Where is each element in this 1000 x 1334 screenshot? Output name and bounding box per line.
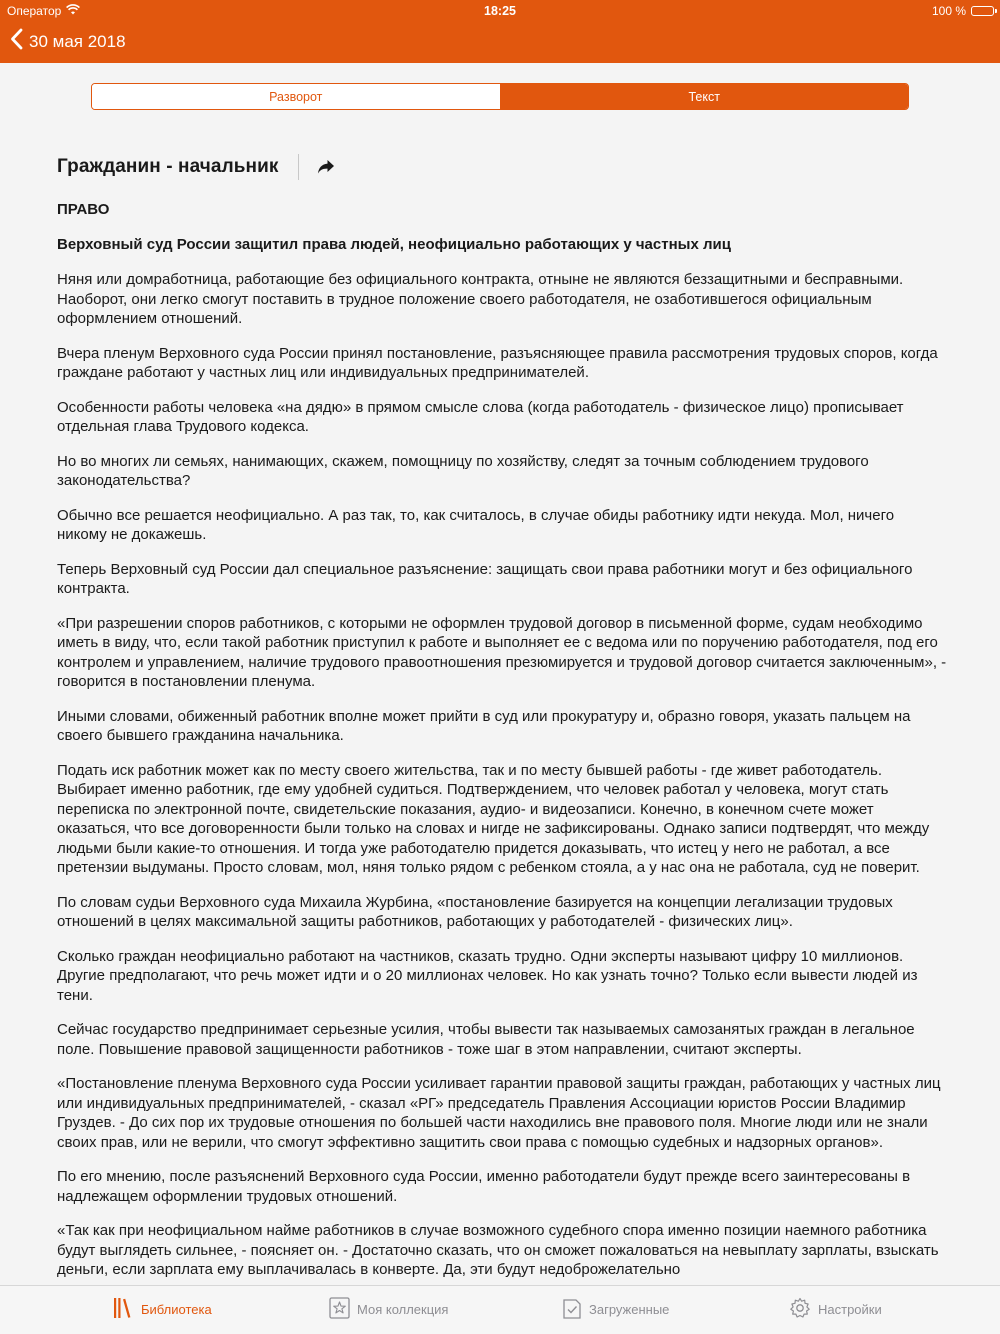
article-title: Гражданин - начальник — [57, 156, 279, 177]
battery-percent: 100 % — [931, 4, 966, 18]
tab-bar — [0, 1285, 1000, 1334]
article-paragraph: Но во многих ли семьях, нанимающих, скажем, помощницу по хозяйству, следят за точным соблюдением трудового законодательства? — [57, 452, 869, 489]
tab-library[interactable] — [113, 1297, 212, 1322]
article-paragraph: Сколько граждан неофициально работают на частников, сказать трудно. Одни эксперты называют цифру 10 миллионов. Другие предполагают, что речь может идти и о 20 миллионах человек. Но как узнать точно? Только если вывести людей из тени. — [57, 947, 918, 1004]
battery-group — [932, 4, 994, 18]
downloads-icon — [563, 1297, 582, 1322]
article-paragraph: Особенности работы человека «на дядю» в прямом смысле слова (когда работодатель - физическое лицо) прописывает отдельная глава Трудового кодекса. — [57, 398, 904, 435]
tab-downloads[interactable] — [563, 1297, 669, 1322]
status-bar — [0, 0, 1000, 22]
tab-my-collection[interactable] — [329, 1297, 448, 1322]
library-icon — [113, 1297, 134, 1322]
battery-icon — [971, 6, 994, 16]
article-subtitle: Верховный суд России защитил права людей, неофициально работающих у частных лиц — [57, 236, 731, 253]
article-paragraph: «При разрешении споров работников, с которыми не оформлен трудовой договор в письменной форме, судам необходимо иметь в виду, что, если такой работник приступил к работе и выполняет ее с ведома или по поручению работодателя, под его контролем и управлением, наличие трудового правоотношения презюмируется и трудовой договор считается заключенным», - говорится в постановлении пленума. — [57, 614, 947, 690]
gear-icon — [789, 1297, 811, 1322]
view-mode-segmented-control — [91, 83, 909, 110]
article-paragraph: Теперь Верховный суд России дал специальное разъяснение: защищать свои права работники могут и без официального контракта. — [57, 560, 913, 597]
article-paragraph: «Так как при неофициальном найме работников в случае возможного судебного спора именно позиции наемного работника будут выглядеть сильнее, - поясняет он. - Достаточно сказать, что он сможет пожаловаться на невыплату зарплаты, взыскать деньги, если зарплата ему выплачивалась в конверте. Да, эти будут недоброжелательно — [57, 1222, 939, 1278]
article-paragraph: «Постановление пленума Верховного суда России усиливает гарантии правовой защиты граждан, работающих у частных лиц или индивидуальных предпринимателей, - сказал «РГ» председатель Правления Ассоциации юристов России Владимир Груздев. - До сих пор их трудовые отношения по большей части находились вне правового поля. Многие люди или не знали своих прав, или не верили, что смогут эффективно защитить свои права с помощью судебных и надзорных органов». — [57, 1075, 941, 1151]
article-paragraph: Сейчас государство предпринимает серьезные усилия, чтобы вывести так называемых самозанятых граждан в легальное поле. Повышение правовой защищенности работников - тоже шаг в этом направлении, считают эксперты. — [57, 1021, 915, 1058]
top-bar — [0, 0, 1000, 63]
article — [57, 150, 947, 1280]
article-paragraph: Обычно все решается неофициально. А раз так, то, как считалось, в случае обиды работнику идти некуда. Мол, ничего никому не докажешь. — [57, 506, 895, 543]
article-paragraph: Иными словами, обиженный работник вполне может прийти в суд или прокуратуру и, образно говоря, указать пальцем на своего бывшего гражданина начальника. — [57, 707, 911, 744]
article-rubric: ПРАВО — [57, 201, 110, 218]
back-button[interactable] — [10, 28, 126, 55]
article-body — [57, 270, 947, 1280]
segment-spread[interactable]: Разворот — [92, 84, 501, 109]
article-header — [57, 150, 947, 184]
article-paragraph: Вчера пленум Верховного суда России принял постановление, разъясняющее правила рассмотрения трудовых споров, когда граждане работают у частных лиц или индивидуальных предпринимателей. — [57, 344, 938, 381]
title-divider — [298, 154, 299, 180]
status-time: 18:25 — [484, 4, 516, 18]
tab-label: Библиотека — [141, 1302, 212, 1317]
share-icon[interactable] — [317, 159, 335, 175]
back-label: 30 мая 2018 — [29, 31, 126, 51]
carrier-label: Оператор — [7, 4, 62, 18]
article-paragraph: Няня или домработница, работающие без официального контракта, отныне не являются беззащитными и бесправными. Наоборот, они легко смогут поставить в трудное положение своего работодателя, не озаботившегося официальным оформлением отношений. — [57, 271, 904, 327]
article-paragraph: Подать иск работник может как по месту своего жительства, так и по месту бывшей работы - где живет работодатель. Выбирает именно работник, где ему удобней судиться. Подтверждением, что человек работал у человека, могут стать переписка по электронной почте, свидетельские показания, аудио- и видеозаписи. Конечно, в конечном счете может оказаться, что все договоренности были только на словах и нигде не зафиксированы. Однако записи подтвердят, что между людьми были какие-то отношения. И тогда уже работодателю придется доказывать, что истец у него не работал, а все претензии выдуманы. Просто словам, мол, няня только рядом с ребенком стояла, а у нас она не работала, суд не поверит. — [57, 761, 930, 876]
tab-label: Настройки — [818, 1302, 882, 1317]
article-paragraph: По словам судьи Верховного суда Михаила Журбина, «постановление базируется на концепции легализации трудовых отношений в целях максимальной защиты работников, работающих у работодателей - физических лиц». — [57, 893, 893, 930]
tab-label: Моя коллекция — [357, 1302, 449, 1317]
tab-label: Загруженные — [589, 1302, 670, 1317]
star-collection-icon — [329, 1297, 350, 1322]
chevron-left-icon — [10, 28, 23, 55]
tab-settings[interactable] — [789, 1297, 882, 1322]
segment-text[interactable]: Текст — [501, 84, 909, 109]
article-paragraph: По его мнению, после разъяснений Верховного суда России, именно работодатели будут прежде всего заинтересованы в надлежащем оформлении трудовых отношений. — [57, 1168, 911, 1205]
